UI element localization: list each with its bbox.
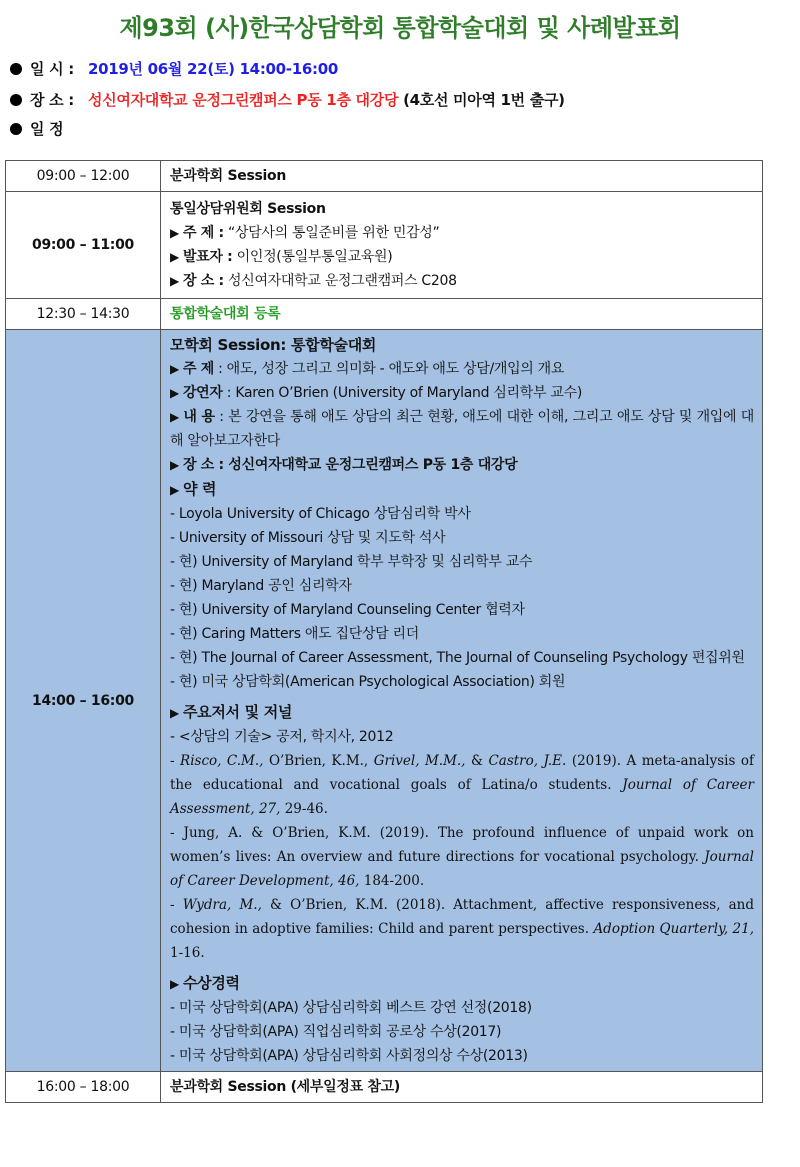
table-row [6,299,763,330]
session-title: 통일상담위원회 Session [170,201,326,217]
career-item: - 현) University of Maryland 학부 부학장 및 심리학부 교수 [170,554,533,570]
pages: 29-46. [280,801,328,817]
session-title: 분과학회 Session [170,168,286,184]
info-date-label: 일 시 : [30,60,74,78]
presenter-value: 이인정(통일부통일교육원) [232,249,393,265]
triangle-right-icon: ▶ [170,706,179,720]
triangle-right-icon: ▶ [170,386,179,400]
journal-name: Journal of Career Development, 46, [170,849,754,889]
time-cell: 14:00 – 16:00 [6,330,161,1072]
journal-name: Journal of Career Assessment, 27, [170,777,754,817]
session-title: 분과학회 Session [170,1079,286,1095]
publications-heading-label: 주요저서 및 저널 [182,703,293,721]
session-cell [161,1072,763,1103]
award-item: - 미국 상담학회(APA) 상담심리학회 사회정의상 수상(2013) [170,1048,528,1064]
career-item: - University of Missouri 상담 및 지도학 석사 [170,530,446,546]
info-schedule-label: 일 정 [30,120,64,138]
triangle-right-icon: ▶ [170,250,179,264]
bullet-icon [10,63,22,75]
author: Wydra, M., [182,897,262,913]
info-schedule [10,118,88,139]
triangle-right-icon: ▶ [170,483,179,497]
triangle-right-icon: ▶ [170,977,179,991]
triangle-right-icon: ▶ [170,410,180,424]
topic-line [170,221,754,245]
topic-label: 주 제 : [182,225,224,241]
session-cell [161,192,763,299]
time-cell: 09:00 – 12:00 [6,161,161,192]
publication-item: - Risco, C.M., O’Brien, K.M., Grivel, M.M., & Castro, J.E. (2019). A meta-analysis of the educational and vocational goals of Latina/o students. Journal of Career Assessment, 27, 29-46. [170,753,755,817]
table-row [6,1072,763,1103]
topic-value: : 애도, 성장 그리고 의미화 - 애도와 애도 상담/개입의 개요 [213,361,565,377]
triangle-right-icon: ▶ [170,226,179,240]
place-label: 장 소 [182,457,214,473]
table-row [6,192,763,299]
topic-line [170,357,754,381]
content-value: : 본 강연을 통해 애도 상담의 최근 현황, 애도에 대한 이해, 그리고 애도 상담 및 개입에 대해 알아보고자한다 [170,409,754,449]
info-date [10,58,338,79]
time-cell: 09:00 – 11:00 [6,192,161,299]
place-value: : 성신여자대학교 운정그린캠퍼스 P동 1층 대강당 [213,457,518,473]
author: Risco, C.M., [180,753,264,769]
publication-book: - <상담의 기술> 공저, 학지사, 2012 [170,729,394,745]
topic-value: “상담사의 통일준비를 위한 민감성” [223,225,440,241]
schedule-table [5,160,763,1103]
author: Castro, J.E. [488,753,567,769]
info-place-directions: (4호선 미아역 1번 출구) [398,91,565,109]
presenter-label: 발표자 : [182,249,233,265]
award-item: - 미국 상담학회(APA) 상담심리학회 베스트 강연 선정(2018) [170,1000,532,1016]
publication-item [170,821,754,893]
career-item: - 현) University of Maryland Counseling Center 협력자 [170,602,525,618]
career-item: - Loyola University of Chicago 상담심리학 박사 [170,506,471,522]
career-item: - 현) The Journal of Career Assessment, The Journal of Counseling Psychology 편집위원 [170,650,745,666]
session-note: (세부일정표 참고) [286,1079,400,1095]
place-line [170,453,754,477]
author: O’Brien, K.M., [263,753,374,769]
pages: 184-200. [359,873,425,889]
author-sep: & [465,753,489,769]
session-cell [161,161,763,192]
publication-text: (2019). A meta-analysis of the educational and vocational goals of Latina/o students. [170,753,755,793]
publications-heading [170,700,754,725]
content-label: 내 용 [183,409,215,425]
speaker-line [170,381,754,405]
content-line [170,405,754,453]
speaker-value: : Karen O’Brien (University of Maryland 심리학부 교수) [222,385,582,401]
page-title: 제93회 (사)한국상담학회 통합학술대회 및 사례발표회 [119,14,681,42]
info-date-value: 2019년 06월 22(토) 14:00-16:00 [88,60,338,78]
bullet-icon [10,94,22,106]
career-heading [170,477,754,502]
career-item: - 현) Maryland 공인 심리학자 [170,578,352,594]
career-item: - 현) 미국 상담학회(American Psychological Association) 회원 [170,674,566,690]
publication-item: - Wydra, M., & O’Brien, K.M. (2018). Attachment, affective responsiveness, and cohesion in adoptive families: Child and parent perspectives. Adoption Quarterly, 21, 1-16. [170,897,755,961]
table-row-main-session [6,330,763,1072]
info-place-value: 성신여자대학교 운정그린캠퍼스 P동 1층 대강당 [88,91,399,109]
publication-text: - Jung, A. & O’Brien, K.M. (2019). The profound influence of unpaid work on women’s lives: An overview and future directions for vocational psychology. [170,825,754,865]
pages: 1-16. [170,945,205,961]
triangle-right-icon: ▶ [170,362,179,376]
publication-text: & O’Brien, K.M. (2018). Attachment, affective responsiveness, and cohesion in adoptive families: Child and parent perspectives. [170,897,755,937]
info-place-label: 장 소 : [30,91,74,109]
awards-heading-label: 수상경력 [182,974,240,992]
place-value: 성신여자대학교 운정그랜캠퍼스 C208 [223,273,457,289]
registration-title: 통합학술대회 등록 [170,306,281,322]
topic-label: 주 제 [182,361,214,377]
session-cell [161,299,763,330]
triangle-right-icon: ▶ [170,274,179,288]
career-item: - 현) Caring Matters 애도 집단상담 리더 [170,626,419,642]
award-item: - 미국 상담학회(APA) 직업심리학회 공로상 수상(2017) [170,1024,502,1040]
career-heading-label: 약 력 [182,480,217,498]
session-cell [161,330,763,1072]
awards-heading [170,971,754,996]
session-title: 모학회 Session: 통합학술대회 [170,336,377,354]
journal-name: Adoption Quarterly, 21, [593,921,754,937]
bullet-icon [10,123,22,135]
triangle-right-icon: ▶ [170,458,179,472]
time-cell: 12:30 – 14:30 [6,299,161,330]
presenter-line [170,245,754,269]
place-label: 장 소 : [182,273,224,289]
place-line [170,269,754,293]
info-place [10,89,565,110]
table-row [6,161,763,192]
author: Grivel, M.M., [373,753,466,769]
speaker-label: 강연자 [182,385,223,401]
time-cell: 16:00 – 18:00 [6,1072,161,1103]
